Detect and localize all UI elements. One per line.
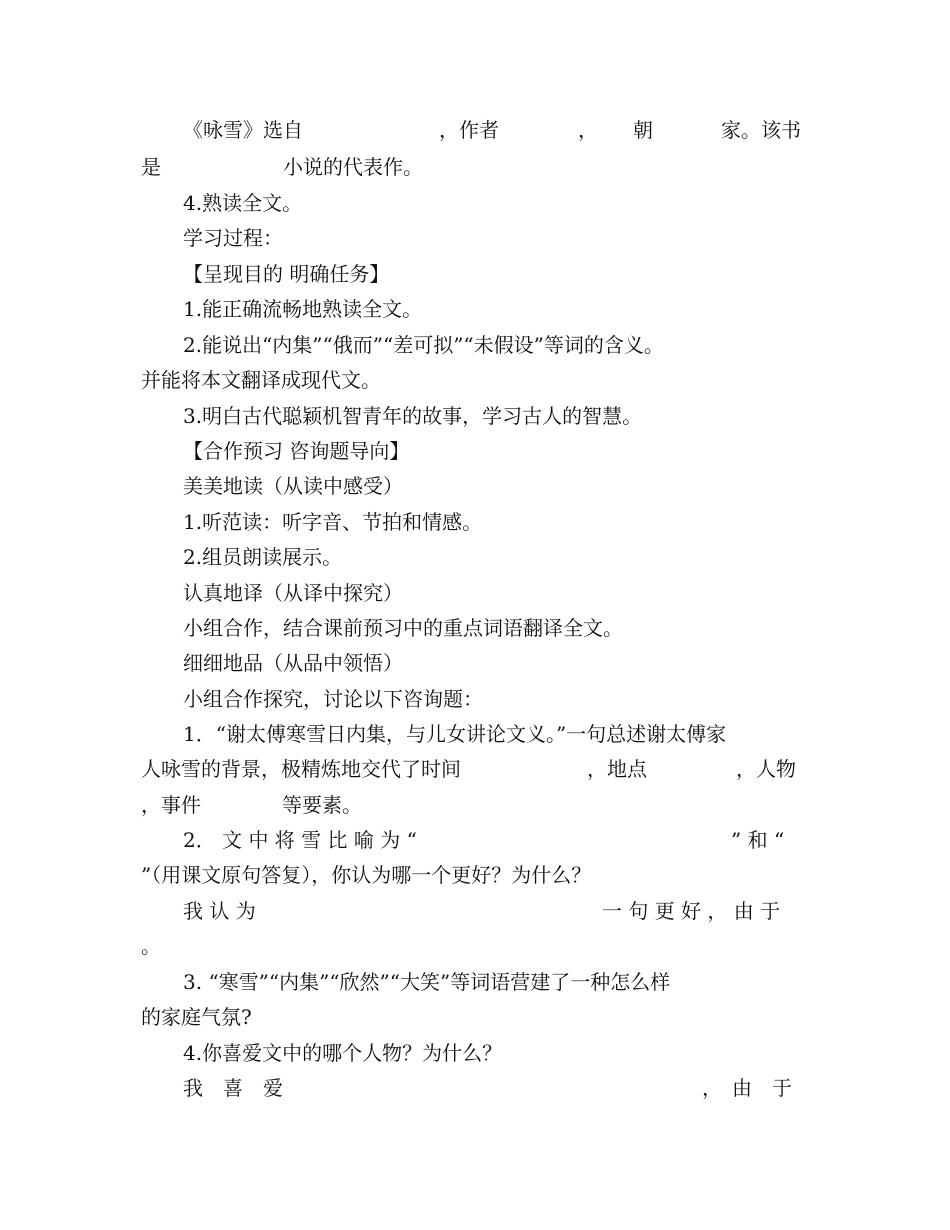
- question-4-line-1: 4.你喜爱文中的哪个人物？为什么？: [183, 1041, 503, 1065]
- question-4-i-like-label: 我 喜 爱: [183, 1076, 283, 1100]
- intro-is-label: 是: [141, 155, 161, 179]
- question-1-event-label: ，事件: [141, 793, 201, 817]
- question-4-line-2: [183, 1070, 809, 1106]
- translate-text: 小组合作，结合课前预习中的重点词语翻译全文。: [183, 616, 623, 640]
- read-full-item: 4.熟读全文。: [183, 191, 303, 215]
- intro-line-1: [183, 112, 809, 148]
- question-1-line-1: 1．“谢太傅寒雪日内集，与儿女讲论文义。”一句总述谢太傅家: [183, 722, 727, 746]
- question-2-and-label: ” 和 “: [731, 828, 785, 852]
- intro-author-label: ，作者: [439, 118, 499, 142]
- question-2-i-think-label: 我 认 为: [183, 899, 256, 923]
- translate-heading: 认真地译（从译中探究）: [183, 581, 403, 605]
- analyze-heading: 细细地品（从品中领悟）: [183, 651, 403, 675]
- goal-item-2-line-1: 2.能说出“内集”“俄而”“差可拟”“未假设”等词的含义。: [183, 333, 664, 357]
- intro-novel-label: 小说的代表作。: [283, 155, 423, 179]
- intro-line-2: [141, 149, 809, 185]
- question-1-line-3: [141, 787, 809, 823]
- question-1-people-label: ，人物: [736, 757, 796, 781]
- question-2-line-4: 。: [141, 934, 161, 958]
- question-2-line-3: [183, 893, 809, 929]
- analyze-intro: 小组合作探究，讨论以下咨询题：: [183, 687, 483, 711]
- read-item-1: 1.听范读：听字音、节拍和情感。: [183, 510, 483, 534]
- question-2-line-2: ”（用课文原句答复），你认为哪一个更好？为什么？: [141, 863, 592, 887]
- intro-source-label: 《咏雪》选自: [183, 118, 303, 142]
- process-title: 学习过程：: [183, 226, 283, 250]
- intro-comma: ，: [578, 118, 598, 142]
- read-heading: 美美地读（从读中感受）: [183, 474, 403, 498]
- question-1-line-2: [141, 751, 809, 787]
- question-2-better-label: 一 句 更 好 ， 由 于: [602, 899, 781, 923]
- goal-item-2-line-2: 并能将本文翻译成现代文。: [141, 368, 381, 392]
- section-goals-title: 【呈现目的 明确任务】: [183, 262, 390, 286]
- question-1-place-label: ，地点: [587, 757, 647, 781]
- section-preview-title: 【合作预习 咨询题导向】: [183, 439, 410, 463]
- question-1-elements-label: 等要素。: [282, 793, 362, 817]
- question-1-time-label: 人咏雪的背景，极精炼地交代了时间: [141, 757, 461, 781]
- question-4-because-label: ， 由 于: [702, 1076, 792, 1100]
- read-item-2: 2.组员朗读展示。: [183, 545, 343, 569]
- intro-book-label: 家。该书: [721, 118, 801, 142]
- goal-item-3: 3.明白古代聪颖机智青年的故事，学习古人的智慧。: [183, 404, 643, 428]
- question-2-metaphor-label: 2． 文 中 将 雪 比 喻 为 “: [183, 828, 417, 852]
- goal-item-1: 1.能正确流畅地熟读全文。: [183, 297, 423, 321]
- question-3-line-2: 的家庭气氛?: [141, 1005, 252, 1029]
- question-3-line-1: 3. “寒雪”“内集”“欣然”“大笑”等词语营建了一种怎么样: [183, 970, 671, 994]
- question-2-line-1: [183, 822, 809, 858]
- intro-dynasty-label: 朝: [633, 118, 653, 142]
